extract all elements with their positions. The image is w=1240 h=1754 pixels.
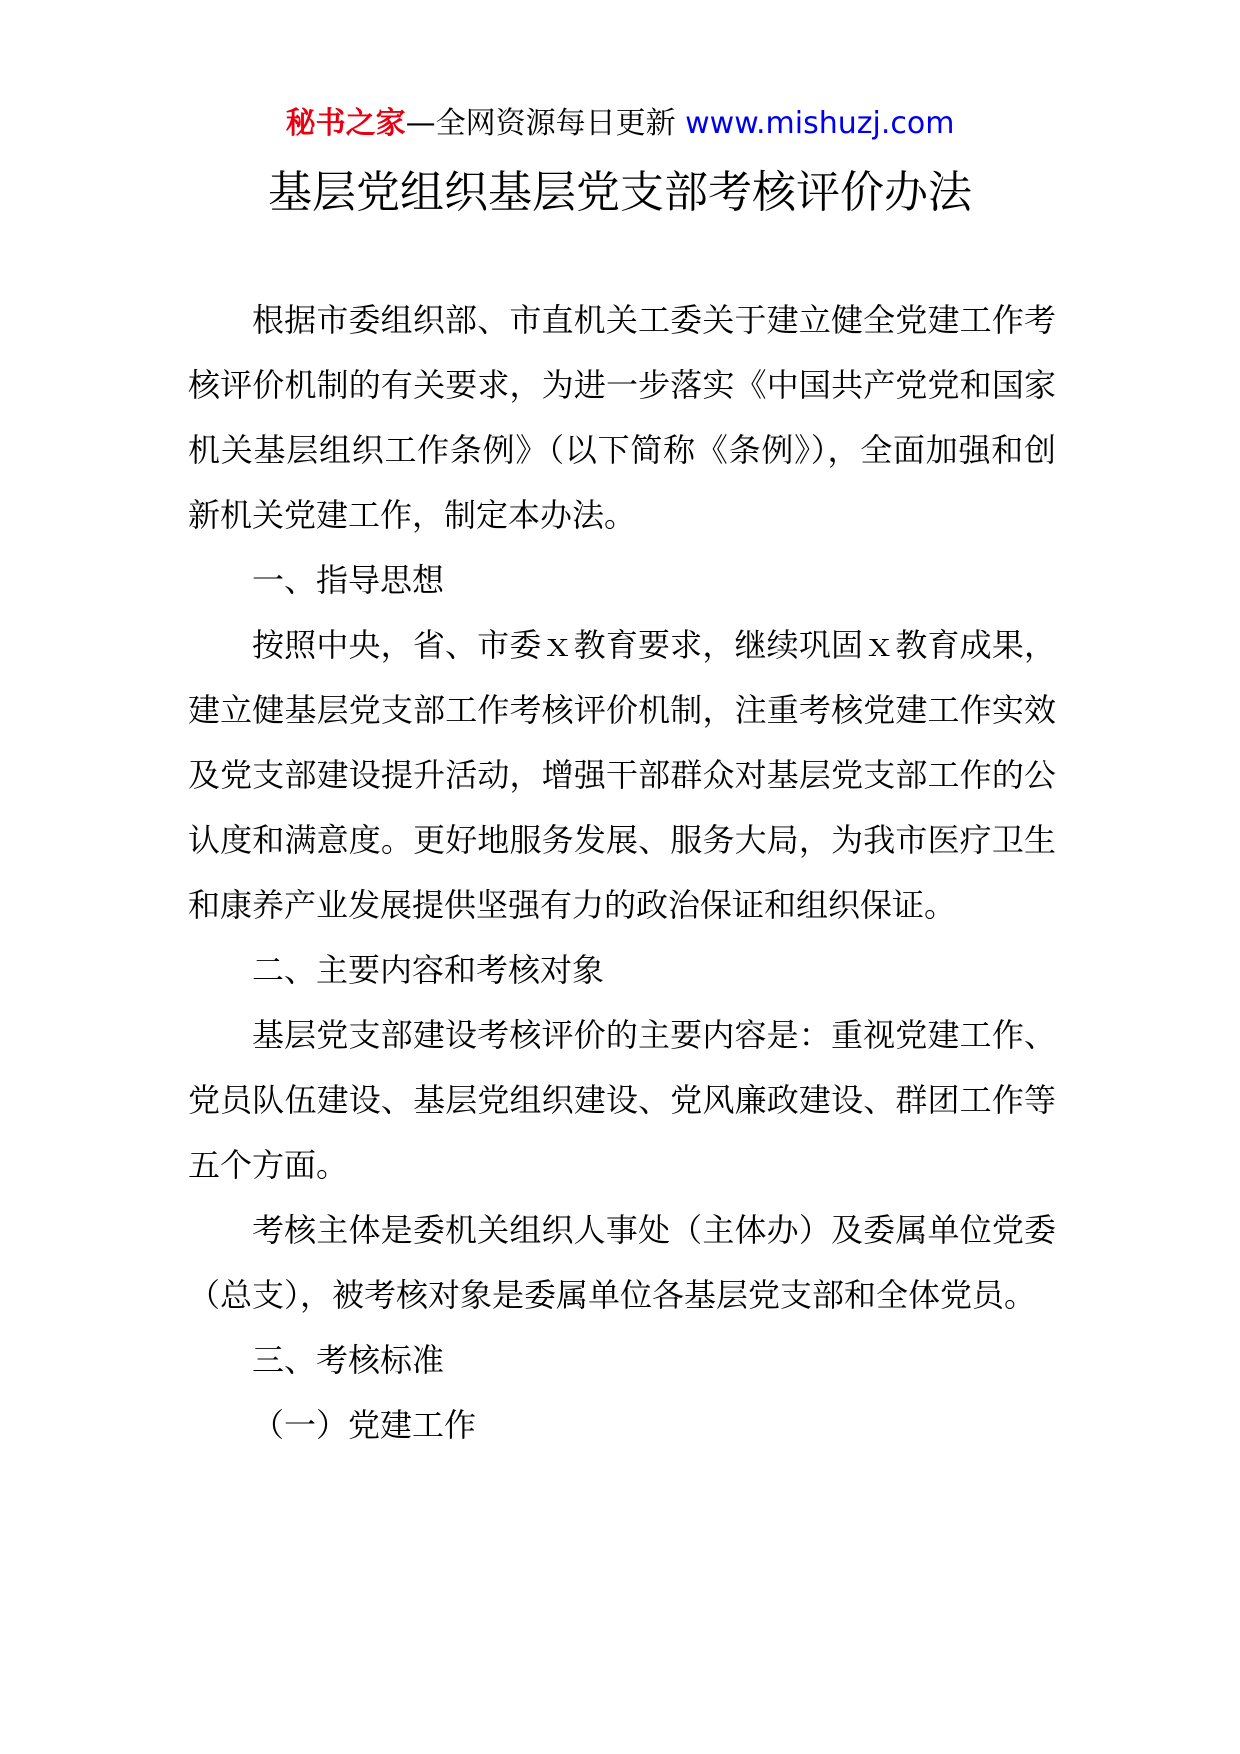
document-body bbox=[188, 288, 1056, 1458]
document-title: 基层党组织基层党支部考核评价办法 bbox=[268, 167, 972, 218]
section-paragraph: 按照中央，省、市委ｘ教育要求，继续巩固ｘ教育成果，建立健基层党支部工作考核评价机制，注重考核党建工作实效及党支部建设提升活动，增强干部群众对基层党支部工作的公认度和满意度。更好地服务发展、服务大局，为我市医疗卫生和康养产业发展提供坚强有力的政治保证和组织保证。 bbox=[188, 626, 1056, 924]
section-paragraph: 基层党支部建设考核评价的主要内容是：重视党建工作、党员队伍建设、基层党组织建设、党风廉政建设、群团工作等五个方面。 bbox=[188, 1016, 1056, 1184]
intro-paragraph: 根据市委组织部、市直机关工委关于建立健全党建工作考核评价机制的有关要求，为进一步落实《中国共产党党和国家机关基层组织工作条例》（以下简称《条例》），全面加强和创新机关党建工作，制定本办法。 bbox=[188, 301, 1056, 534]
section-paragraph: 考核主体是委机关组织人事处（主体办）及委属单位党委（总支），被考核对象是委属单位各基层党支部和全体党员。 bbox=[188, 1211, 1056, 1314]
subsection-heading: （一）党建工作 bbox=[252, 1406, 477, 1444]
section-heading: 一、指导思想 bbox=[252, 561, 445, 599]
site-link[interactable]: www.mishuzj.com bbox=[685, 106, 955, 141]
brand-name: 秘书之家 bbox=[285, 106, 406, 141]
brand-tagline: —全网资源每日更新 bbox=[405, 106, 676, 141]
section-heading: 三、考核标准 bbox=[252, 1341, 445, 1379]
watermark-header bbox=[0, 100, 1240, 148]
section-heading: 二、主要内容和考核对象 bbox=[252, 951, 605, 989]
